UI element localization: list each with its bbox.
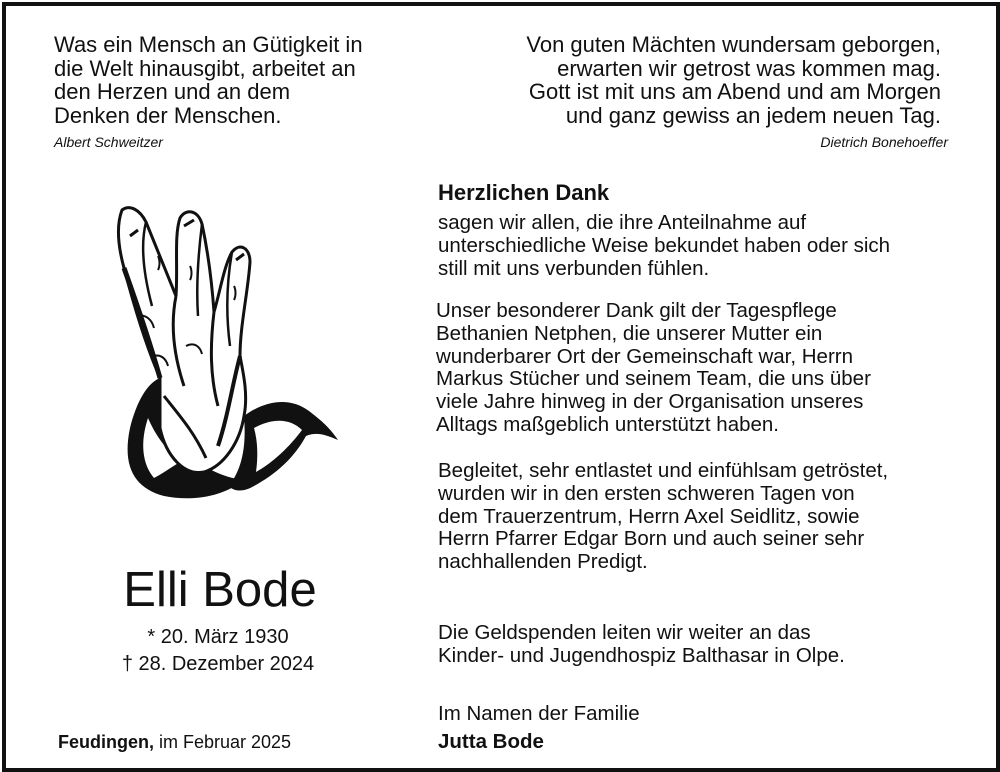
- thanks-heading: Herzlichen Dank: [438, 180, 610, 205]
- closing-line: Im Namen der Familie: [438, 702, 640, 725]
- date: im Februar 2025: [154, 732, 292, 752]
- place: Feudingen,: [58, 732, 154, 752]
- life-dates: [6, 624, 430, 678]
- signer-name: Jutta Bode: [438, 730, 544, 753]
- birth-date: * 20. März 1930: [147, 626, 289, 648]
- deceased-name: Elli Bode: [123, 563, 317, 617]
- praying-hands-icon: [94, 196, 340, 502]
- quote-left-author: Albert Schweitzer: [54, 134, 163, 150]
- death-date: † 28. Dezember 2024: [121, 653, 315, 675]
- quote-right-author: Dietrich Bonehoeffer: [820, 134, 948, 150]
- thanks-paragraph-4: Die Geldspenden leiten wir weiter an das Kinder- und Jugendhospiz Balthasar in Olpe.: [438, 621, 845, 667]
- obituary-notice: [2, 2, 1000, 772]
- quote-left-text: Was ein Mensch an Gütigkeit in die Welt hinausgibt, arbeitet an den Herzen und an dem Denken der Menschen.: [54, 32, 363, 128]
- place-and-date: [58, 732, 291, 753]
- thanks-paragraph-3: Begleitet, sehr entlastet und einfühlsam getröstet, wurden wir in den ersten schweren Tagen von dem Trauerzentrum, Herrn Axel Seidlitz, sowie Herrn Pfarrer Edgar Born und auch seiner sehr nachhallenden Predigt.: [438, 459, 889, 574]
- thanks-paragraph-2: Unser besonderer Dank gilt der Tagespflege Bethanien Netphen, die unserer Mutter ein wunderbarer Ort der Gemeinschaft war, Herrn Markus Stücher und seinem Team, die uns über viele Jahre hinweg in der Organisation unseres Alltags maßgeblich unterstützt haben.: [436, 299, 871, 436]
- quote-right-text: Von guten Mächten wundersam geborgen, erwarten wir getrost was kommen mag. Gott ist mit uns am Abend und am Morgen und ganz gewiss an jedem neuen Tag.: [526, 32, 941, 128]
- thanks-paragraph-1: sagen wir allen, die ihre Anteilnahme auf unterschiedliche Weise bekundet haben oder sich still mit uns verbunden fühlen.: [438, 211, 891, 280]
